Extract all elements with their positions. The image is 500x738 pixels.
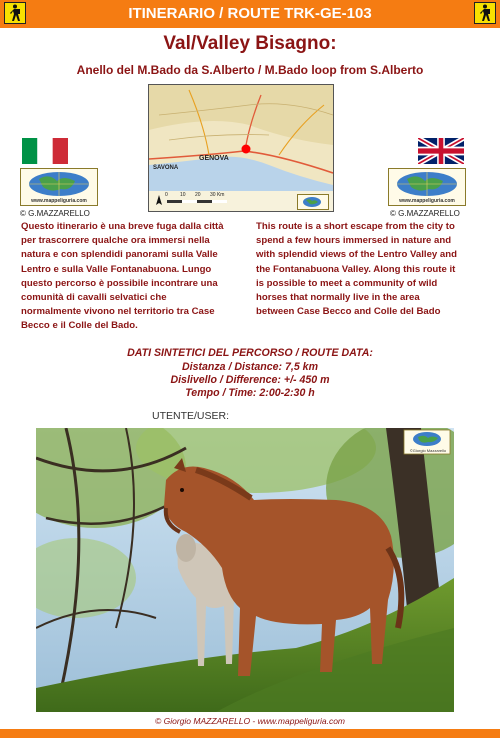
page-subtitle: Anello del M.Bado da S.Alberto / M.Bado loop from S.Alberto: [76, 63, 424, 77]
text-line: spend a few hours immersed in nature and: [256, 235, 452, 247]
map-scale-30: 30 Km: [210, 192, 225, 198]
map-city-label: GENOVA: [199, 155, 229, 162]
route-data-heading: DATI SINTETICI DEL PERCORSO / ROUTE DATA:: [127, 347, 373, 359]
text-line: is possible to meet a community of wild: [256, 277, 438, 289]
text-line: normalmente vivono nel territorio tra Case: [21, 306, 215, 318]
text-line: Becco e il Colle del Bado.: [21, 320, 138, 332]
text-line: the Fontanabuona Valley. Along this route it: [256, 263, 456, 275]
english-description: [256, 220, 488, 319]
horses-photo: [36, 428, 454, 712]
route-distance: Distanza / Distance: 7,5 km: [181, 361, 318, 373]
uk-flag-icon: [418, 138, 464, 164]
text-line: per trascorrere qualche ora immersi nella: [21, 235, 210, 247]
text-line: questo percorso è possibile incontrare una: [21, 277, 218, 289]
header-title: ITINERARIO / ROUTE TRK-GE-103: [128, 5, 372, 22]
map-scale-0: 0: [165, 192, 168, 198]
page-title: Val/Valley Bisagno:: [163, 33, 337, 54]
logo-url-right: www.mappeliguria.com: [399, 198, 455, 204]
text-line: natura e con splendidi panorami sulla Valle: [21, 249, 218, 261]
text-line: between Case Becco and Colle del Bado: [256, 306, 441, 318]
left-copyright: © G.MAZZARELLO: [20, 209, 90, 218]
route-elevation: Dislivello / Difference: +/- 450 m: [170, 374, 330, 386]
text-line: with splendid views of the Lentro Valley and: [256, 249, 457, 261]
map-town-label: SAVONA: [153, 165, 179, 171]
text-line: comunità di cavalli selvatici che: [21, 292, 167, 304]
footer-bar: [0, 729, 500, 738]
text-line: This route is a short escape from the city to: [256, 221, 455, 232]
text-line: Questo itinerario è una breve fuga dalla città: [21, 221, 224, 232]
map-logo: [297, 194, 329, 210]
photo-logo-caption: ©Giorgio Mazzarello: [409, 448, 447, 453]
route-time: Tempo / Time: 2:00-2:30 h: [185, 387, 315, 399]
text-line: horses that normally live in the area: [256, 292, 420, 304]
footer-credit: © Giorgio MAZZARELLO - www.mappeliguria.com: [154, 716, 345, 726]
italy-flag-icon: [22, 138, 68, 164]
utente-label: UTENTE/USER:: [152, 410, 230, 422]
map-scale-20: 20: [195, 192, 201, 198]
logo-url: www.mappeliguria.com: [31, 198, 87, 204]
right-copyright: © G.MAZZARELLO: [390, 209, 460, 218]
italian-description: [21, 220, 246, 334]
map-scale-10: 10: [180, 192, 186, 198]
mappeliguria-logo-right: [388, 168, 466, 206]
text-line: Lentro e sulla Valle Fontanabuona. Lungo: [21, 263, 212, 275]
mappeliguria-logo: [20, 168, 98, 206]
route-map: [148, 84, 334, 212]
hiker-icon-right: [474, 2, 496, 24]
